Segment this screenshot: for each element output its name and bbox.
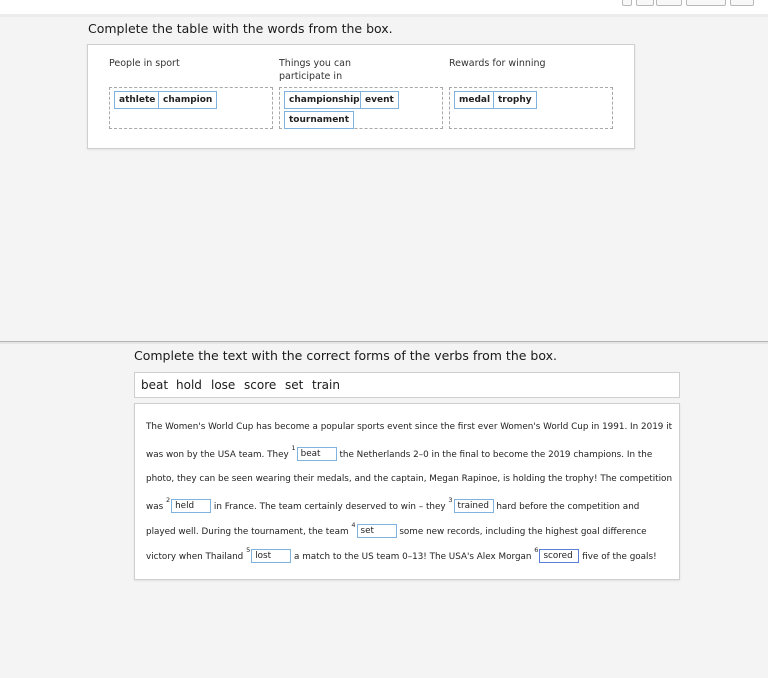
answer-gap-4[interactable]: set: [357, 524, 397, 538]
gap-fill-text-panel: [134, 403, 680, 580]
gap-number: 3: [448, 496, 453, 504]
word-box-item: beat: [141, 378, 169, 392]
exercise1-table: [87, 44, 635, 149]
column-heading-rewards: Rewards for winning: [449, 58, 546, 69]
gap-number: 4: [351, 521, 356, 529]
column-heading-people: People in sport: [109, 58, 180, 69]
text-segment: was won by the USA team. They: [146, 449, 289, 460]
text-segment: hard before the competition and: [496, 501, 640, 512]
word-box-item: train: [312, 378, 340, 392]
toolbar-button[interactable]: [686, 0, 726, 6]
answer-gap-5[interactable]: lost: [251, 549, 291, 563]
exercise2-instruction: Complete the text with the correct forms of the verbs from the box.: [134, 348, 557, 363]
text-segment: was: [146, 501, 164, 512]
drop-zone-people[interactable]: [109, 87, 273, 129]
gap-number: 2: [165, 496, 171, 504]
answer-gap-6[interactable]: scored: [539, 549, 579, 563]
section-divider-shadow: [0, 342, 768, 344]
toolbar-shadow: [0, 14, 768, 17]
column-heading-things: Things you can participate in: [279, 58, 352, 82]
toolbar-button[interactable]: [656, 0, 682, 6]
toolbar-button[interactable]: [622, 0, 632, 6]
word-box-item: set: [285, 378, 304, 392]
answer-gap-3[interactable]: trained: [454, 499, 494, 513]
text-line: [146, 444, 676, 461]
drop-zone-things[interactable]: [279, 87, 443, 129]
word-box-item: lose: [211, 378, 236, 392]
word-chip[interactable]: tournament: [284, 111, 354, 129]
text-line: [146, 521, 676, 538]
word-chip[interactable]: champion: [158, 91, 217, 109]
text-segment: a match to the US team 0–13! The USA's Alex Morgan: [294, 551, 532, 562]
text-segment: in France. The team certainly deserved to win – they: [213, 501, 446, 512]
drop-zone-rewards[interactable]: [449, 87, 613, 129]
text-segment: some new records, including the highest goal difference: [399, 526, 647, 537]
text-line: [146, 496, 676, 513]
gap-number: 5: [246, 546, 251, 554]
word-chip[interactable]: medal: [454, 91, 495, 109]
text-line: The Women's World Cup has become a popular sports event since the first ever Women's World Cup in 1991. In 2019 it: [146, 422, 673, 432]
word-chip[interactable]: championship: [284, 91, 365, 109]
text-segment: five of the goals!: [582, 551, 657, 562]
text-segment: the Netherlands 2–0 in the final to become the 2019 champions. In the: [339, 449, 653, 460]
gap-number: 6: [534, 546, 539, 554]
gap-number: 1: [291, 444, 296, 452]
text-line: [146, 546, 676, 563]
toolbar-dropdown[interactable]: [730, 0, 754, 6]
word-box-item: hold: [176, 378, 202, 392]
answer-gap-1[interactable]: beat: [297, 447, 337, 461]
word-box-item: score: [244, 378, 277, 392]
word-chip[interactable]: trophy: [493, 91, 537, 109]
exercise1-instruction: Complete the table with the words from the box.: [88, 21, 393, 36]
text-segment: played well. During the tournament, the team: [146, 526, 349, 537]
toolbar-button[interactable]: [636, 0, 654, 6]
text-line: photo, they can be seen wearing their medals, and the captain, Megan Rapinoe, is holding the trophy! The competition: [146, 474, 673, 484]
word-chip[interactable]: athlete: [114, 91, 160, 109]
text-segment: victory when Thailand: [146, 551, 244, 562]
word-box: [134, 372, 680, 398]
top-toolbar: [0, 0, 768, 15]
word-chip[interactable]: event: [360, 91, 399, 109]
answer-gap-2[interactable]: held: [171, 499, 211, 513]
